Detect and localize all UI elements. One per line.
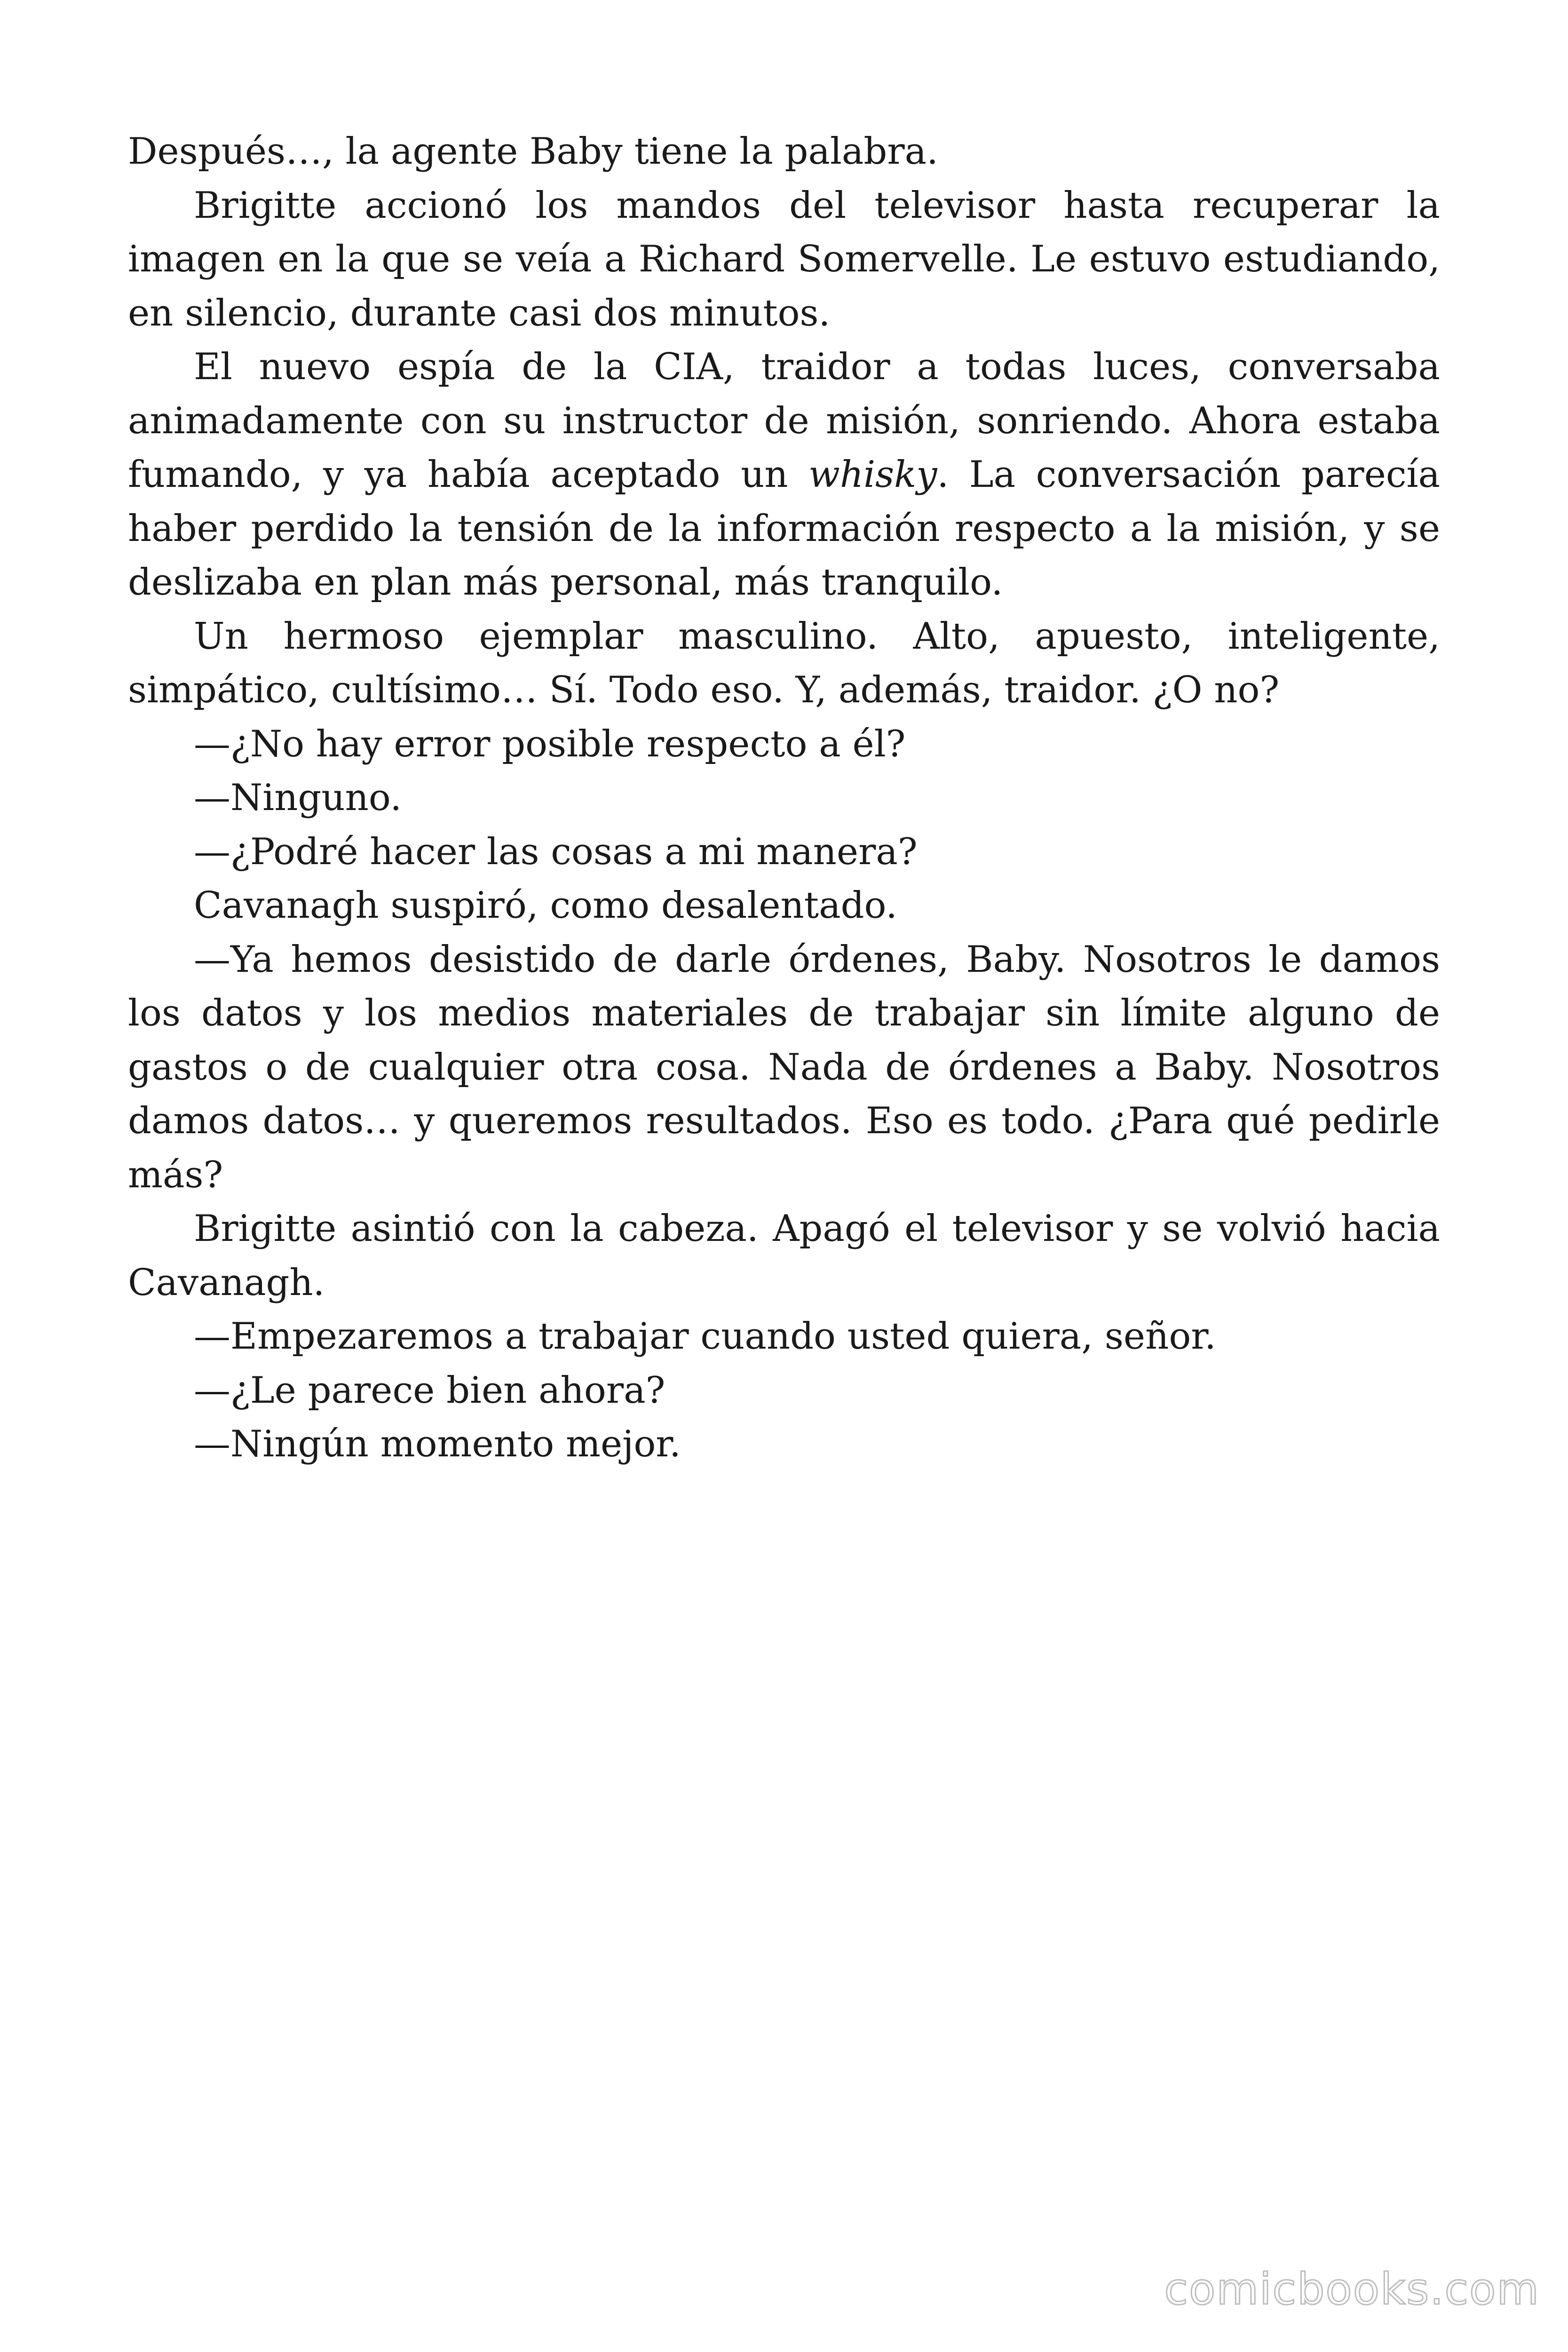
paragraph-3-italic-word: whisky: [808, 453, 937, 496]
paragraph-2: Brigitte accionó los mandos del televisor hasta recuperar la imagen en la que se veía a Richard Somervelle. Le estuvo estudiando, en silencio, durante casi dos minutos.: [128, 184, 1440, 334]
dialogue-line-6: —¿Le parece bien ahora?: [194, 1369, 665, 1412]
dialogue-line-3: —¿Podré hacer las cosas a mi manera?: [194, 830, 918, 873]
body-text: [128, 125, 1440, 1471]
paragraph-4: Un hermoso ejemplar masculino. Alto, apuesto, inteligente, simpático, cultísimo… Sí. Todo eso. Y, además, traidor. ¿O no?: [128, 615, 1440, 711]
paragraph-8: Cavanagh suspiró, como desalentado.: [194, 884, 897, 927]
dialogue-line-1: —¿No hay error posible respecto a él?: [194, 723, 906, 765]
watermark: comicbooks.com: [1164, 2264, 1540, 2314]
paragraph-3-after: . La conversación parecía haber perdido la tensión de la información respecto a la misión, y se deslizaba en plan más personal, más tranquilo.: [128, 453, 1440, 604]
dialogue-line-5: —Empezaremos a trabajar cuando usted quiera, señor.: [194, 1315, 1216, 1358]
paragraph-10: Brigitte asintió con la cabeza. Apagó el televisor y se volvió hacia Cavanagh.: [128, 1208, 1440, 1304]
paragraph-1: Después…, la agente Baby tiene la palabra.: [128, 130, 938, 173]
paragraph-3-before: El nuevo espía de la CIA, traidor a todas luces, conversaba animadamente con su instructor de misión, sonriendo. Ahora estaba fumando, y ya había aceptado un: [128, 346, 1440, 496]
dialogue-line-2: —Ninguno.: [194, 777, 402, 819]
dialogue-line-4: —Ya hemos desistido de darle órdenes, Baby. Nosotros le damos los datos y los medios materiales de trabajar sin límite alguno de gastos o de cualquier otra cosa. Nada de órdenes a Baby. Nosotros damos datos… y queremos resultados. Eso es todo. ¿Para qué pedirle más?: [128, 938, 1440, 1196]
paragraph-3: [128, 340, 1440, 610]
dialogue-line-7: —Ningún momento mejor.: [194, 1423, 681, 1465]
